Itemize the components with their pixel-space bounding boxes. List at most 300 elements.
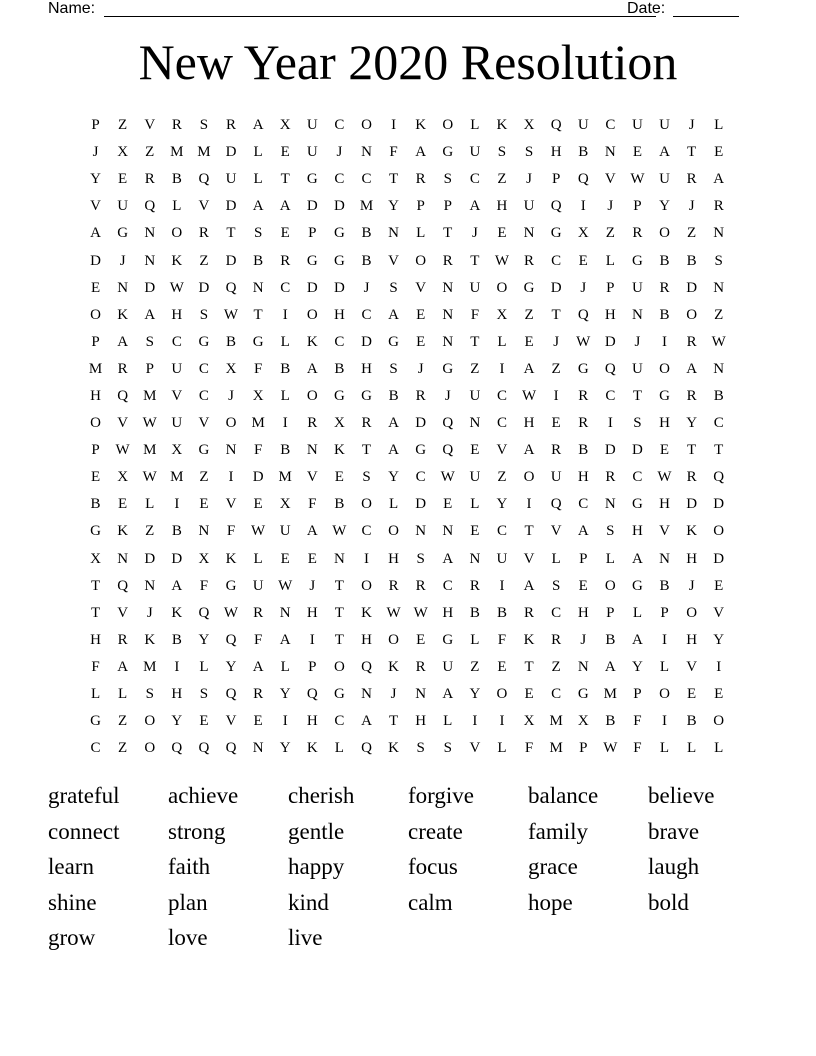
grid-letter[interactable]: C bbox=[171, 333, 182, 350]
grid-letter[interactable]: Q bbox=[442, 442, 454, 459]
grid-letter[interactable]: A bbox=[523, 577, 535, 594]
grid-letter[interactable]: Y bbox=[90, 171, 101, 188]
grid-letter[interactable]: J bbox=[146, 604, 153, 621]
grid-letter[interactable]: K bbox=[144, 631, 156, 648]
grid-letter[interactable]: Z bbox=[687, 225, 697, 242]
grid-letter[interactable]: U bbox=[252, 577, 264, 594]
grid-letter[interactable]: H bbox=[659, 415, 670, 432]
grid-letter[interactable]: D bbox=[333, 198, 345, 215]
grid-letter[interactable]: G bbox=[577, 360, 589, 377]
grid-letter[interactable]: V bbox=[306, 469, 318, 486]
grid-letter[interactable]: J bbox=[417, 360, 424, 377]
grid-letter[interactable]: U bbox=[577, 117, 589, 134]
grid-letter[interactable]: W bbox=[576, 333, 591, 350]
grid-letter[interactable]: R bbox=[659, 279, 670, 296]
grid-letter[interactable]: O bbox=[306, 306, 318, 323]
grid-letter[interactable]: P bbox=[579, 740, 588, 757]
grid-letter[interactable]: T bbox=[443, 225, 453, 242]
grid-letter[interactable]: D bbox=[333, 279, 345, 296]
grid-letter[interactable]: Z bbox=[551, 658, 561, 675]
grid-letter[interactable]: W bbox=[223, 306, 239, 323]
grid-letter[interactable]: H bbox=[523, 415, 535, 432]
grid-letter[interactable]: B bbox=[361, 225, 372, 242]
grid-letter[interactable]: V bbox=[604, 171, 616, 188]
grid-letter[interactable]: I bbox=[580, 198, 586, 215]
grid-letter[interactable]: M bbox=[143, 658, 157, 675]
grid-letter[interactable]: O bbox=[225, 415, 237, 432]
grid-letter[interactable]: J bbox=[688, 117, 695, 134]
grid-letter[interactable]: I bbox=[228, 469, 234, 486]
grid-letter[interactable]: R bbox=[415, 171, 426, 188]
grid-letter[interactable]: Y bbox=[225, 658, 237, 675]
grid-letter[interactable]: K bbox=[415, 117, 427, 134]
grid-letter[interactable]: Q bbox=[361, 658, 372, 675]
grid-letter[interactable]: B bbox=[171, 171, 182, 188]
grid-letter[interactable]: G bbox=[90, 713, 101, 730]
grid-letter[interactable]: Z bbox=[199, 469, 209, 486]
grid-letter[interactable]: E bbox=[253, 496, 263, 513]
grid-letter[interactable]: T bbox=[632, 387, 642, 404]
grid-letter[interactable]: A bbox=[144, 306, 156, 323]
grid-letter[interactable]: M bbox=[603, 686, 617, 703]
grid-letter[interactable]: Z bbox=[605, 225, 615, 242]
grid-letter[interactable]: S bbox=[253, 225, 263, 242]
grid-letter[interactable]: V bbox=[117, 415, 129, 432]
grid-letter[interactable]: W bbox=[440, 469, 455, 486]
grid-letter[interactable]: K bbox=[388, 740, 399, 757]
grid-letter[interactable]: N bbox=[117, 279, 129, 296]
grid-letter[interactable]: L bbox=[253, 550, 263, 567]
grid-letter[interactable]: E bbox=[280, 144, 290, 161]
grid-letter[interactable]: W bbox=[278, 577, 293, 594]
grid-letter[interactable]: F bbox=[497, 631, 507, 648]
grid-letter[interactable]: R bbox=[524, 252, 535, 269]
grid-letter[interactable]: Q bbox=[171, 740, 183, 757]
grid-letter[interactable]: E bbox=[497, 225, 507, 242]
grid-letter[interactable]: L bbox=[280, 658, 290, 675]
grid-letter[interactable]: N bbox=[442, 333, 454, 350]
grid-letter[interactable]: Q bbox=[442, 415, 454, 432]
grid-letter[interactable]: Q bbox=[577, 306, 589, 323]
grid-letter[interactable]: C bbox=[713, 415, 724, 432]
grid-letter[interactable]: A bbox=[523, 360, 535, 377]
grid-letter[interactable]: X bbox=[523, 117, 535, 134]
grid-letter[interactable]: N bbox=[469, 550, 481, 567]
grid-letter[interactable]: L bbox=[632, 604, 642, 621]
grid-letter[interactable]: R bbox=[632, 225, 643, 242]
grid-letter[interactable]: W bbox=[711, 333, 726, 350]
grid-letter[interactable]: O bbox=[686, 604, 698, 621]
grid-letter[interactable]: J bbox=[119, 252, 126, 269]
grid-letter[interactable]: R bbox=[686, 171, 697, 188]
grid-letter[interactable]: G bbox=[198, 333, 210, 350]
grid-letter[interactable]: S bbox=[551, 577, 561, 594]
grid-letter[interactable]: N bbox=[117, 550, 129, 567]
grid-letter[interactable]: L bbox=[199, 658, 209, 675]
grid-letter[interactable]: Q bbox=[713, 469, 725, 486]
grid-letter[interactable]: I bbox=[716, 658, 722, 675]
grid-letter[interactable]: T bbox=[90, 577, 101, 594]
grid-letter[interactable]: M bbox=[170, 144, 184, 161]
grid-letter[interactable]: R bbox=[253, 604, 264, 621]
grid-letter[interactable]: D bbox=[198, 279, 210, 296]
grid-letter[interactable]: D bbox=[144, 550, 156, 567]
grid-letter[interactable]: K bbox=[686, 523, 698, 540]
grid-letter[interactable]: F bbox=[91, 658, 100, 675]
grid-letter[interactable]: Q bbox=[225, 279, 237, 296]
grid-letter[interactable]: G bbox=[333, 225, 345, 242]
grid-letter[interactable]: T bbox=[361, 442, 372, 459]
grid-letter[interactable]: R bbox=[551, 442, 562, 459]
grid-letter[interactable]: V bbox=[90, 198, 101, 215]
grid-letter[interactable]: W bbox=[169, 279, 184, 296]
grid-letter[interactable]: E bbox=[524, 333, 534, 350]
grid-letter[interactable]: D bbox=[415, 415, 427, 432]
grid-letter[interactable]: B bbox=[713, 387, 724, 404]
grid-letter[interactable]: X bbox=[252, 387, 264, 404]
grid-letter[interactable]: L bbox=[497, 740, 507, 757]
grid-letter[interactable]: T bbox=[388, 713, 399, 730]
grid-letter[interactable]: E bbox=[497, 658, 507, 675]
grid-letter[interactable]: E bbox=[524, 686, 534, 703]
grid-letter[interactable]: F bbox=[253, 631, 263, 648]
grid-letter[interactable]: H bbox=[90, 631, 101, 648]
grid-letter[interactable]: Q bbox=[117, 387, 129, 404]
grid-letter[interactable]: L bbox=[145, 496, 155, 513]
grid-letter[interactable]: R bbox=[361, 415, 372, 432]
grid-letter[interactable]: W bbox=[142, 469, 157, 486]
grid-letter[interactable]: Q bbox=[117, 577, 129, 594]
grid-letter[interactable]: Y bbox=[469, 686, 481, 703]
grid-letter[interactable]: E bbox=[714, 686, 724, 703]
grid-letter[interactable]: K bbox=[306, 333, 318, 350]
grid-letter[interactable]: O bbox=[90, 415, 101, 432]
grid-letter[interactable]: C bbox=[361, 171, 372, 188]
grid-letter[interactable]: C bbox=[334, 333, 345, 350]
grid-letter[interactable]: Q bbox=[225, 631, 237, 648]
grid-letter[interactable]: G bbox=[550, 225, 562, 242]
grid-letter[interactable]: G bbox=[333, 686, 345, 703]
grid-letter[interactable]: Z bbox=[118, 740, 128, 757]
grid-letter[interactable]: D bbox=[686, 279, 698, 296]
grid-letter[interactable]: C bbox=[551, 604, 562, 621]
grid-letter[interactable]: C bbox=[361, 306, 372, 323]
grid-letter[interactable]: P bbox=[633, 198, 642, 215]
grid-letter[interactable]: T bbox=[334, 577, 344, 594]
grid-letter[interactable]: R bbox=[686, 333, 697, 350]
grid-letter[interactable]: F bbox=[524, 740, 534, 757]
grid-letter[interactable]: W bbox=[657, 469, 672, 486]
grid-letter[interactable]: Y bbox=[659, 198, 670, 215]
grid-letter[interactable]: K bbox=[117, 306, 129, 323]
grid-letter[interactable]: D bbox=[632, 442, 643, 459]
grid-letter[interactable]: L bbox=[280, 387, 290, 404]
grid-letter[interactable]: S bbox=[416, 740, 425, 757]
grid-letter[interactable]: H bbox=[659, 496, 670, 513]
grid-letter[interactable]: Y bbox=[279, 686, 291, 703]
grid-letter[interactable]: C bbox=[415, 469, 426, 486]
grid-letter[interactable]: I bbox=[391, 117, 397, 134]
grid-letter[interactable]: M bbox=[170, 469, 184, 486]
grid-letter[interactable]: O bbox=[306, 387, 318, 404]
grid-letter[interactable]: L bbox=[551, 550, 561, 567]
grid-letter[interactable]: P bbox=[551, 171, 561, 188]
grid-letter[interactable]: F bbox=[633, 713, 642, 730]
grid-letter[interactable]: G bbox=[442, 360, 454, 377]
grid-letter[interactable]: F bbox=[199, 577, 209, 594]
grid-letter[interactable]: J bbox=[688, 198, 695, 215]
grid-letter[interactable]: G bbox=[361, 387, 372, 404]
grid-letter[interactable]: K bbox=[333, 442, 345, 459]
grid-letter[interactable]: J bbox=[580, 279, 587, 296]
grid-letter[interactable]: Q bbox=[225, 740, 237, 757]
grid-letter[interactable]: D bbox=[415, 496, 427, 513]
grid-letter[interactable]: L bbox=[470, 496, 480, 513]
grid-letter[interactable]: G bbox=[388, 333, 399, 350]
grid-letter[interactable]: S bbox=[416, 550, 425, 567]
grid-letter[interactable]: R bbox=[551, 631, 562, 648]
grid-letter[interactable]: M bbox=[549, 740, 563, 757]
grid-letter[interactable]: G bbox=[632, 252, 643, 269]
grid-letter[interactable]: K bbox=[171, 252, 183, 269]
grid-letter[interactable]: D bbox=[225, 252, 237, 269]
grid-letter[interactable]: C bbox=[90, 740, 101, 757]
grid-letter[interactable]: S bbox=[443, 171, 452, 188]
grid-letter[interactable]: X bbox=[225, 360, 237, 377]
grid-letter[interactable]: D bbox=[225, 144, 237, 161]
grid-letter[interactable]: A bbox=[415, 144, 427, 161]
grid-letter[interactable]: J bbox=[634, 333, 641, 350]
grid-letter[interactable]: F bbox=[253, 360, 263, 377]
grid-letter[interactable]: Z bbox=[497, 171, 507, 188]
grid-letter[interactable]: T bbox=[90, 604, 101, 621]
grid-letter[interactable]: N bbox=[442, 306, 454, 323]
grid-letter[interactable]: L bbox=[605, 550, 615, 567]
grid-letter[interactable]: H bbox=[632, 523, 643, 540]
grid-letter[interactable]: P bbox=[308, 225, 317, 242]
grid-letter[interactable]: S bbox=[443, 740, 452, 757]
grid-letter[interactable]: P bbox=[443, 198, 452, 215]
grid-letter[interactable]: A bbox=[442, 550, 454, 567]
grid-letter[interactable]: H bbox=[415, 713, 427, 730]
grid-letter[interactable]: B bbox=[578, 442, 589, 459]
grid-letter[interactable]: T bbox=[524, 658, 534, 675]
grid-letter[interactable]: S bbox=[714, 252, 723, 269]
grid-letter[interactable]: N bbox=[659, 550, 670, 567]
grid-letter[interactable]: V bbox=[388, 252, 399, 269]
grid-letter[interactable]: V bbox=[686, 658, 698, 675]
grid-letter[interactable]: H bbox=[577, 469, 589, 486]
grid-letter[interactable]: L bbox=[253, 171, 263, 188]
grid-letter[interactable]: F bbox=[253, 442, 263, 459]
grid-letter[interactable]: K bbox=[496, 117, 508, 134]
grid-letter[interactable]: A bbox=[604, 658, 616, 675]
grid-letter[interactable]: E bbox=[714, 577, 724, 594]
grid-letter[interactable]: Y bbox=[632, 658, 643, 675]
grid-letter[interactable]: E bbox=[90, 469, 101, 486]
grid-letter[interactable]: N bbox=[388, 225, 399, 242]
grid-letter[interactable]: C bbox=[198, 360, 209, 377]
grid-letter[interactable]: N bbox=[713, 360, 725, 377]
grid-letter[interactable]: E bbox=[280, 550, 290, 567]
grid-letter[interactable]: D bbox=[604, 442, 616, 459]
grid-letter[interactable]: I bbox=[499, 577, 505, 594]
grid-letter[interactable]: N bbox=[415, 523, 427, 540]
grid-letter[interactable]: S bbox=[199, 686, 209, 703]
grid-letter[interactable]: B bbox=[280, 360, 291, 377]
grid-letter[interactable]: M bbox=[143, 387, 157, 404]
grid-letter[interactable]: W bbox=[521, 387, 537, 404]
grid-letter[interactable]: T bbox=[687, 442, 697, 459]
grid-letter[interactable]: H bbox=[442, 604, 454, 621]
grid-letter[interactable]: N bbox=[361, 686, 372, 703]
grid-letter[interactable]: K bbox=[225, 550, 237, 567]
grid-letter[interactable]: M bbox=[278, 469, 292, 486]
grid-letter[interactable]: A bbox=[388, 415, 399, 432]
grid-letter[interactable]: Q bbox=[604, 360, 616, 377]
grid-letter[interactable]: Y bbox=[496, 496, 508, 513]
grid-letter[interactable]: R bbox=[117, 360, 128, 377]
grid-letter[interactable]: E bbox=[118, 171, 128, 188]
grid-letter[interactable]: B bbox=[253, 252, 264, 269]
grid-letter[interactable]: A bbox=[577, 523, 589, 540]
grid-letter[interactable]: J bbox=[580, 631, 587, 648]
grid-letter[interactable]: H bbox=[90, 387, 101, 404]
grid-letter[interactable]: X bbox=[279, 496, 291, 513]
grid-letter[interactable]: G bbox=[90, 523, 101, 540]
grid-letter[interactable]: C bbox=[605, 387, 616, 404]
grid-letter[interactable]: L bbox=[470, 631, 480, 648]
grid-letter[interactable]: D bbox=[225, 198, 237, 215]
grid-letter[interactable]: T bbox=[524, 523, 534, 540]
grid-letter[interactable]: V bbox=[225, 713, 237, 730]
grid-letter[interactable]: I bbox=[472, 713, 478, 730]
grid-letter[interactable]: H bbox=[361, 631, 372, 648]
grid-letter[interactable]: R bbox=[388, 577, 399, 594]
grid-letter[interactable]: H bbox=[388, 550, 399, 567]
grid-letter[interactable]: N bbox=[333, 550, 345, 567]
grid-letter[interactable]: L bbox=[470, 117, 480, 134]
grid-letter[interactable]: E bbox=[90, 279, 101, 296]
grid-letter[interactable]: P bbox=[308, 658, 317, 675]
grid-letter[interactable]: N bbox=[144, 252, 156, 269]
grid-letter[interactable]: P bbox=[660, 604, 669, 621]
grid-letter[interactable]: N bbox=[604, 496, 616, 513]
grid-letter[interactable]: L bbox=[714, 740, 724, 757]
grid-letter[interactable]: K bbox=[388, 658, 399, 675]
grid-letter[interactable]: Q bbox=[198, 740, 210, 757]
grid-letter[interactable]: R bbox=[280, 252, 291, 269]
grid-letter[interactable]: G bbox=[198, 442, 210, 459]
grid-letter[interactable]: T bbox=[470, 252, 480, 269]
grid-letter[interactable]: S bbox=[389, 279, 398, 296]
grid-letter[interactable]: P bbox=[91, 117, 100, 134]
grid-letter[interactable]: F bbox=[226, 523, 236, 540]
grid-letter[interactable]: I bbox=[607, 415, 613, 432]
grid-letter[interactable]: G bbox=[252, 333, 264, 350]
grid-letter[interactable]: U bbox=[632, 279, 643, 296]
grid-letter[interactable]: L bbox=[280, 333, 290, 350]
grid-letter[interactable]: V bbox=[171, 387, 183, 404]
grid-letter[interactable]: Q bbox=[198, 604, 210, 621]
grid-letter[interactable]: L bbox=[714, 117, 724, 134]
grid-letter[interactable]: K bbox=[171, 604, 183, 621]
grid-letter[interactable]: Q bbox=[198, 171, 210, 188]
grid-letter[interactable]: I bbox=[662, 333, 668, 350]
grid-letter[interactable]: X bbox=[523, 713, 535, 730]
grid-letter[interactable]: C bbox=[551, 686, 562, 703]
grid-letter[interactable]: D bbox=[144, 279, 156, 296]
grid-letter[interactable]: H bbox=[333, 306, 345, 323]
grid-letter[interactable]: A bbox=[252, 658, 264, 675]
grid-letter[interactable]: N bbox=[198, 523, 210, 540]
grid-letter[interactable]: U bbox=[550, 469, 562, 486]
grid-letter[interactable]: N bbox=[144, 225, 156, 242]
name-field-line[interactable] bbox=[104, 16, 656, 17]
grid-letter[interactable]: A bbox=[388, 306, 399, 323]
grid-letter[interactable]: A bbox=[279, 198, 291, 215]
grid-letter[interactable]: U bbox=[442, 658, 454, 675]
grid-letter[interactable]: B bbox=[659, 306, 670, 323]
grid-letter[interactable]: E bbox=[416, 306, 426, 323]
grid-letter[interactable]: G bbox=[442, 144, 454, 161]
grid-letter[interactable]: O bbox=[713, 713, 725, 730]
grid-letter[interactable]: X bbox=[90, 550, 101, 567]
grid-letter[interactable]: N bbox=[252, 279, 264, 296]
grid-letter[interactable]: Q bbox=[361, 740, 372, 757]
grid-letter[interactable]: D bbox=[171, 550, 183, 567]
grid-letter[interactable]: D bbox=[713, 550, 725, 567]
grid-letter[interactable]: U bbox=[117, 198, 129, 215]
grid-letter[interactable]: M bbox=[88, 360, 103, 377]
grid-letter[interactable]: E bbox=[470, 523, 480, 540]
grid-letter[interactable]: G bbox=[306, 252, 318, 269]
grid-letter[interactable]: A bbox=[523, 442, 535, 459]
grid-letter[interactable]: C bbox=[334, 171, 345, 188]
grid-letter[interactable]: S bbox=[497, 144, 507, 161]
grid-letter[interactable]: J bbox=[228, 387, 234, 404]
grid-letter[interactable]: A bbox=[713, 171, 725, 188]
grid-letter[interactable]: B bbox=[605, 631, 616, 648]
grid-letter[interactable]: Q bbox=[225, 686, 237, 703]
grid-letter[interactable]: E bbox=[687, 686, 697, 703]
grid-letter[interactable]: A bbox=[632, 550, 643, 567]
grid-letter[interactable]: L bbox=[253, 144, 263, 161]
grid-letter[interactable]: I bbox=[363, 550, 369, 567]
grid-letter[interactable]: P bbox=[145, 360, 154, 377]
grid-letter[interactable]: A bbox=[90, 225, 101, 242]
grid-letter[interactable]: Z bbox=[524, 306, 534, 323]
grid-letter[interactable]: A bbox=[252, 117, 264, 134]
grid-letter[interactable]: S bbox=[362, 469, 371, 486]
grid-letter[interactable]: U bbox=[171, 360, 183, 377]
grid-letter[interactable]: M bbox=[251, 415, 265, 432]
grid-letter[interactable]: S bbox=[145, 333, 154, 350]
grid-letter[interactable]: O bbox=[361, 117, 372, 134]
grid-letter[interactable]: Z bbox=[118, 713, 128, 730]
grid-letter[interactable]: X bbox=[496, 306, 508, 323]
grid-letter[interactable]: U bbox=[171, 415, 183, 432]
grid-letter[interactable]: E bbox=[443, 496, 453, 513]
grid-letter[interactable]: N bbox=[713, 225, 725, 242]
grid-letter[interactable]: T bbox=[714, 442, 724, 459]
grid-letter[interactable]: J bbox=[607, 198, 614, 215]
grid-letter[interactable]: A bbox=[469, 198, 481, 215]
grid-letter[interactable]: D bbox=[604, 333, 616, 350]
grid-letter[interactable]: T bbox=[334, 604, 344, 621]
grid-letter[interactable]: X bbox=[198, 550, 210, 567]
grid-letter[interactable]: Z bbox=[551, 360, 561, 377]
